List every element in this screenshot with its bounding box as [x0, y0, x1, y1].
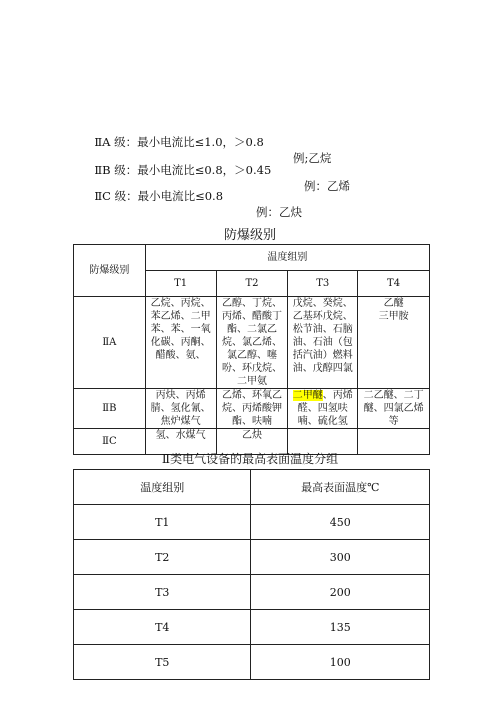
table-cell: 乙醚 三甲胺 — [358, 297, 430, 389]
header-temp-group: 温度组别 — [74, 470, 251, 505]
table-cell: 氢、水煤气 — [145, 429, 216, 455]
intro-line-iic — [87, 174, 302, 219]
header-t1: T1 — [145, 271, 216, 297]
table-cell: T5 — [74, 645, 251, 680]
table-cell: T4 — [74, 610, 251, 645]
table-cell-text: 、丙烯醛、四氢呋喃、硫化氢 — [297, 390, 353, 427]
highlighted-text: 二甲醚 — [292, 390, 323, 401]
surface-temp-table-title: Ⅱ类电气设备的最高表面温度分组 — [161, 452, 339, 466]
group-cell: ⅡB — [74, 389, 146, 429]
table-row — [74, 575, 430, 610]
explosion-class-table-title: 防爆级别 — [223, 228, 276, 243]
intro-line-example: 例：乙烯 — [304, 179, 350, 193]
header-t4: T4 — [358, 271, 430, 297]
table-row — [74, 610, 430, 645]
surface-temp-table — [73, 469, 430, 680]
table-row — [74, 389, 430, 429]
header-group-cell: 防爆级别 — [74, 245, 146, 297]
table-row — [74, 645, 430, 680]
table-header-row — [74, 470, 430, 505]
intro-line-label: ⅡB 级：最小电流比≤0.8，＞0.45 — [94, 163, 272, 177]
group-cell: ⅡC — [74, 429, 146, 455]
table-cell: 135 — [251, 610, 430, 645]
table-row — [74, 297, 430, 389]
header-t2: T2 — [216, 271, 288, 297]
table-cell: 200 — [251, 575, 430, 610]
table-cell: 乙烯、环氧乙烷、丙烯酸钾酯、呋喃 — [216, 389, 288, 429]
table-cell: 戊烷、癸烷、乙基环戊烷、松节油、石脑油、石油（包括汽油）燃料油、戊醇四氯 — [288, 297, 358, 389]
table-cell: 二乙醚、二丁醚、四氯乙烯等 — [358, 389, 430, 429]
intro-line-label: ⅡA 级：最小电流比≤1.0，＞0.8 — [94, 135, 264, 149]
table-cell — [288, 389, 358, 429]
intro-line-label: ⅡC 级：最小电流比≤0.8 — [94, 189, 224, 203]
table-cell: T1 — [74, 505, 251, 540]
header-t3: T3 — [288, 271, 358, 297]
header-temp-cell: 温度组别 — [145, 245, 429, 271]
table-row — [74, 505, 430, 540]
table-cell: 乙炔 — [216, 429, 288, 455]
header-max-temp: 最高表面温度℃ — [251, 470, 430, 505]
intro-line-example: 例;乙烷 — [293, 151, 332, 165]
table-cell: T3 — [74, 575, 251, 610]
table-row — [74, 540, 430, 575]
group-cell: ⅡA — [74, 297, 146, 389]
intro-line-example: 例：乙炔 — [256, 205, 302, 219]
table-cell: 300 — [251, 540, 430, 575]
table-cell: 丙炔、丙烯腈、氢化氰、焦炉煤气 — [145, 389, 216, 429]
table-header-row — [74, 245, 430, 271]
table-cell: 100 — [251, 645, 430, 680]
explosion-class-table — [73, 244, 430, 455]
table-cell: 乙烷、丙烷、苯乙烯、二甲苯、苯、一氧化碳、丙酮、醋酸、氨、 — [145, 297, 216, 389]
table-cell: 450 — [251, 505, 430, 540]
table-cell: T2 — [74, 540, 251, 575]
table-cell: 乙醇、丁烷、丙烯、醋酸丁酯、二氯乙烷、氯乙烯、氯乙醇、噻吩、环戊烷、二甲氨 — [216, 297, 288, 389]
